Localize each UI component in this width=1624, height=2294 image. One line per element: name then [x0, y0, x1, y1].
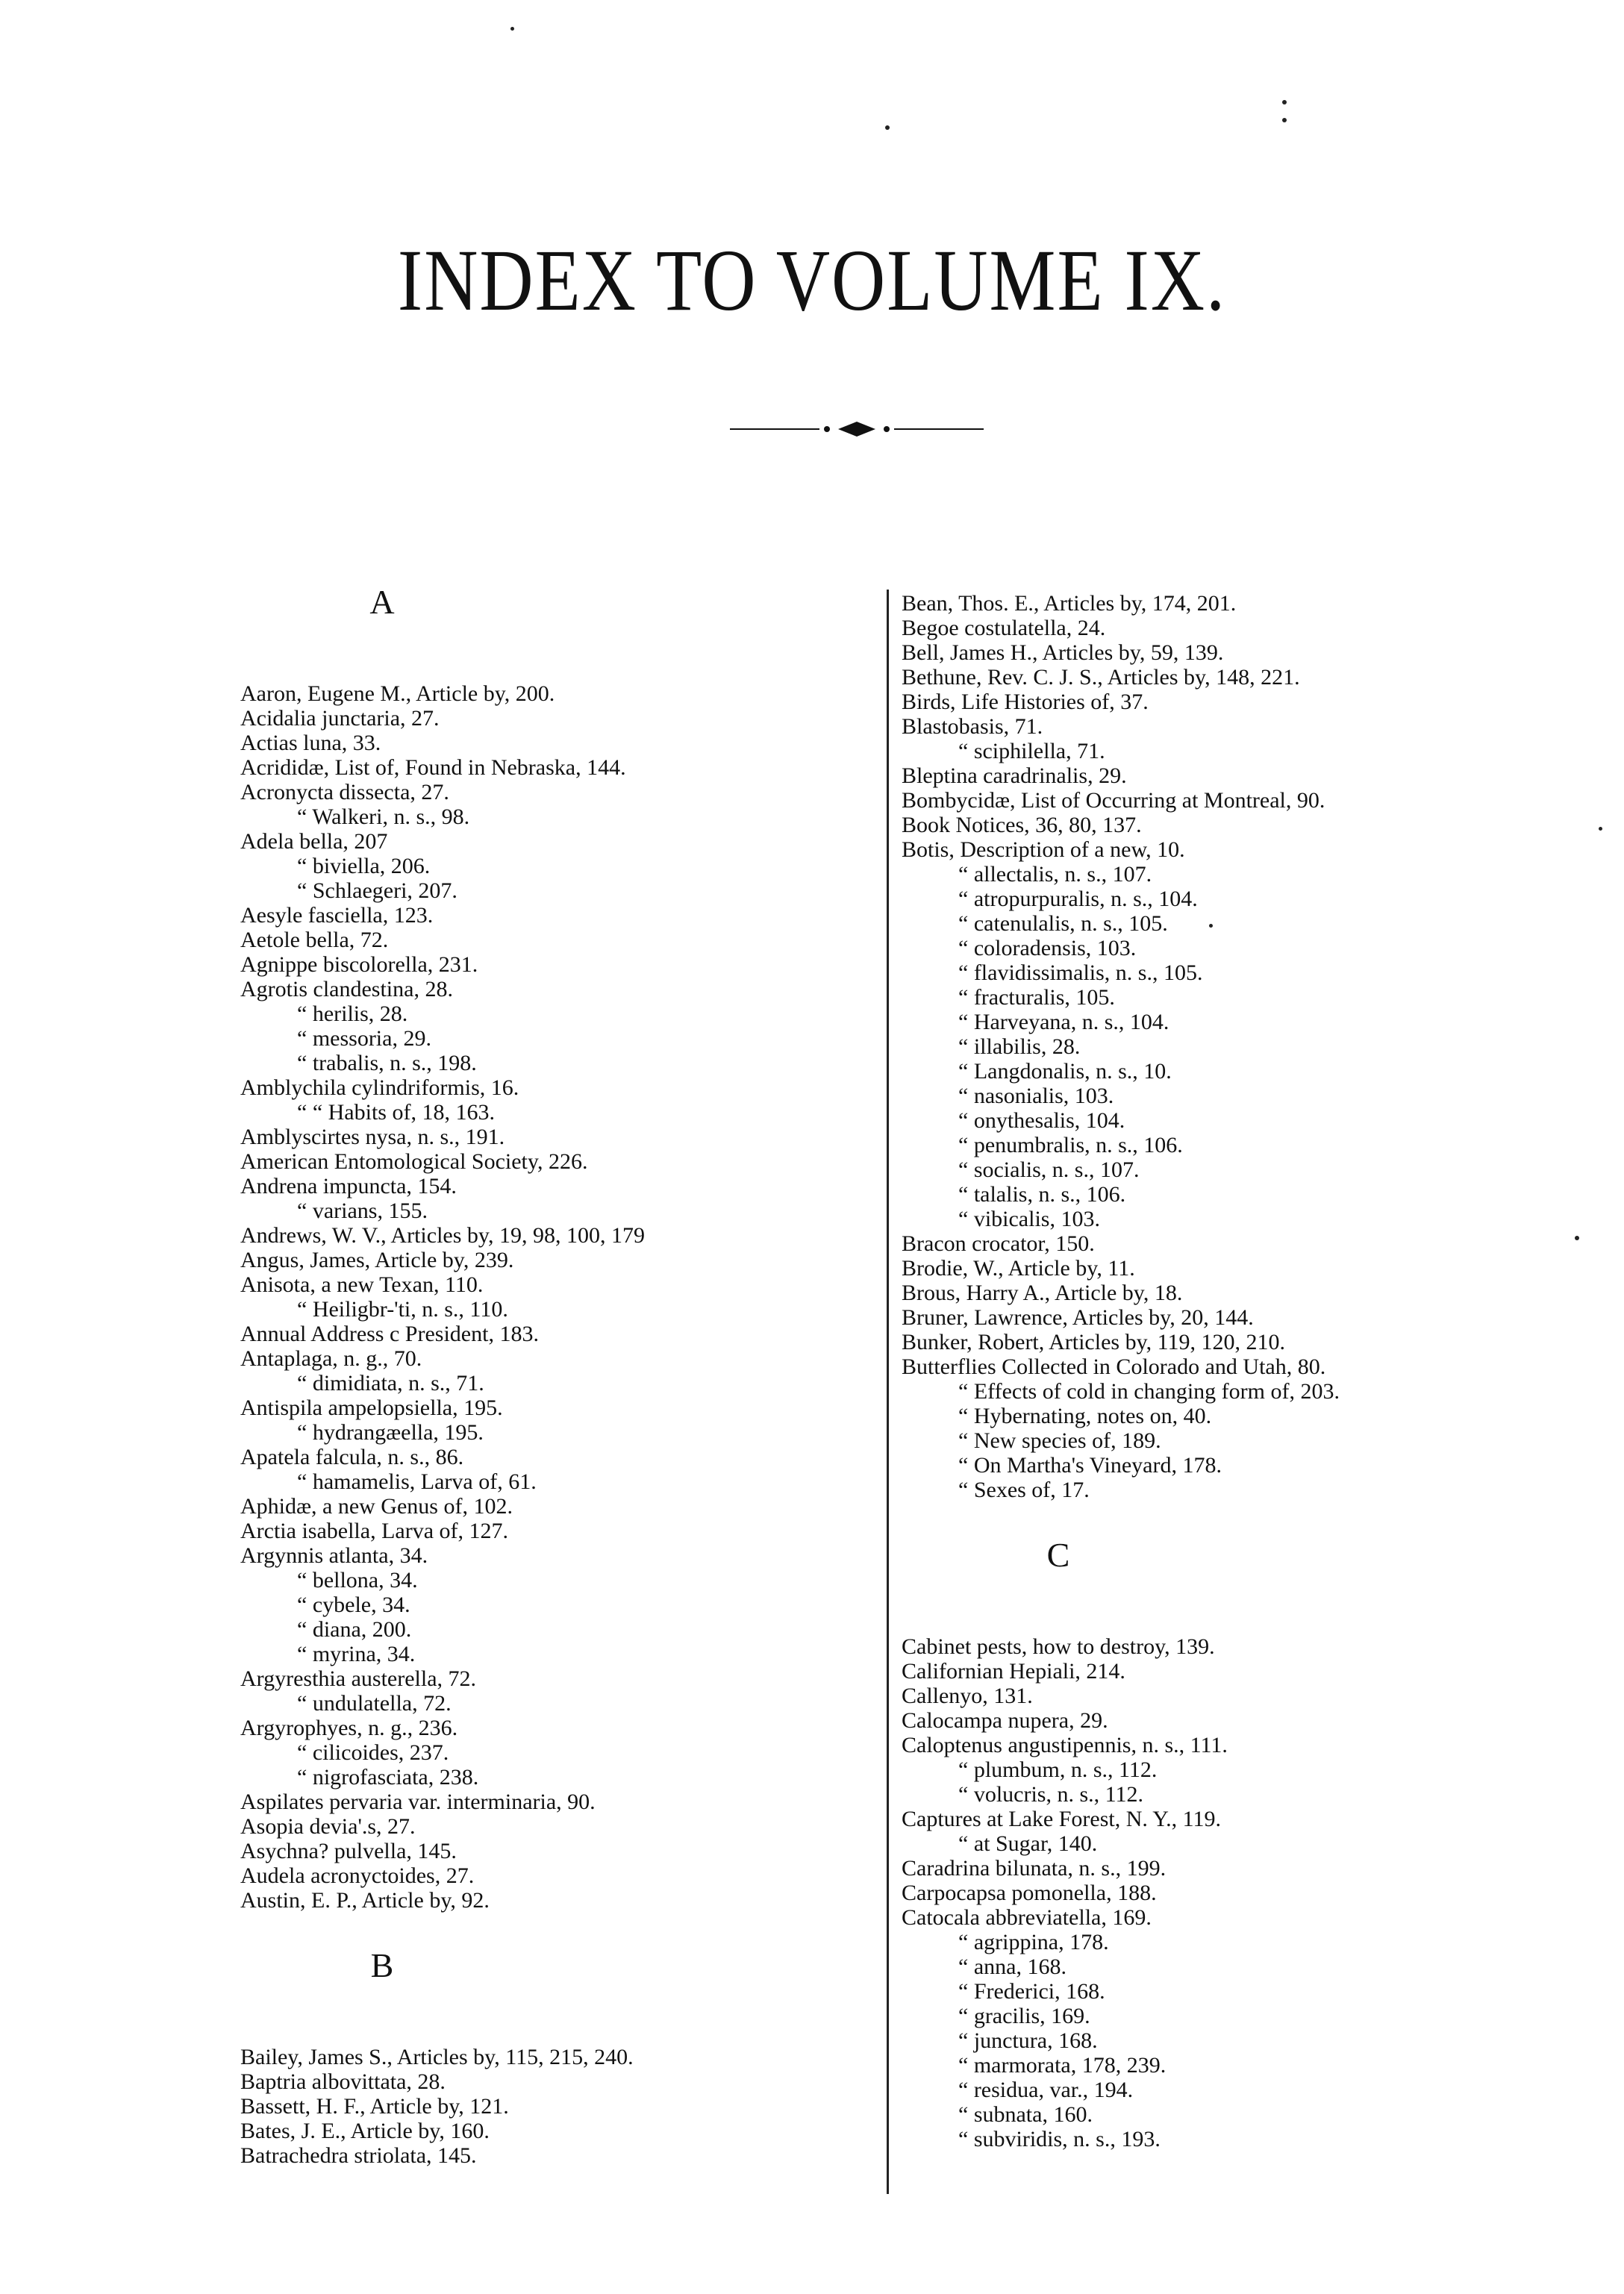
index-entry: “ myrina, 34.	[297, 1642, 416, 1666]
speck	[1599, 827, 1602, 831]
index-entry: “ sciphilella, 71.	[958, 739, 1105, 763]
left-column	[240, 582, 860, 2168]
index-entry: Botis, Description of a new, 10.	[902, 837, 1185, 862]
index-entry: Amblychila cylindriformis, 16.	[240, 1075, 519, 1100]
index-entry: Anisota, a new Texan, 110.	[240, 1272, 484, 1297]
index-entry: “ plumbum, n. s., 112.	[958, 1757, 1158, 1782]
index-entry: Brous, Harry A., Article by, 18.	[902, 1281, 1183, 1305]
index-entry: Catocala abbreviatella, 169.	[902, 1905, 1152, 1930]
index-entry: “ varians, 155.	[297, 1198, 428, 1223]
index-entry: “ Sexes of, 17.	[958, 1478, 1090, 1502]
index-entry: Cabinet pests, how to destroy, 139.	[902, 1634, 1215, 1659]
index-entry: Bunker, Robert, Articles by, 119, 120, 210.	[902, 1330, 1286, 1354]
index-entry: “ messoria, 29.	[297, 1026, 431, 1051]
index-entry: Californian Hepiali, 214.	[902, 1659, 1125, 1684]
column-divider	[887, 590, 889, 2194]
index-entry: “ anna, 168.	[958, 1954, 1066, 1979]
ornament-divider-icon	[730, 418, 984, 440]
index-entry: “ dimidiata, n. s., 71.	[297, 1371, 484, 1396]
index-entry: Apatela falcula, n. s., 86.	[240, 1445, 464, 1469]
index-entry: Annual Address c President, 183.	[240, 1322, 539, 1346]
index-entry: “ Langdonalis, n. s., 10.	[958, 1059, 1172, 1084]
index-entry: “ Walkeri, n. s., 98.	[297, 804, 470, 829]
index-entry: Asopia devia'.s, 27.	[240, 1814, 416, 1839]
speck	[885, 125, 890, 130]
index-entry: “ volucris, n. s., 112.	[958, 1782, 1144, 1807]
index-entry: Arctia isabella, Larva of, 127.	[240, 1519, 509, 1543]
speck	[1282, 118, 1287, 122]
index-entry: “ at Sugar, 140.	[958, 1831, 1098, 1856]
index-entry: Book Notices, 36, 80, 137.	[902, 813, 1142, 837]
index-entry: “ diana, 200.	[297, 1617, 412, 1642]
index-entry: “ cybele, 34.	[297, 1593, 410, 1617]
index-entry: Acronycta dissecta, 27.	[240, 780, 449, 804]
index-entry: “ socialis, n. s., 107.	[958, 1157, 1140, 1182]
index-entry: Acidalia junctaria, 27.	[240, 706, 440, 731]
index-entry: Antaplaga, n. g., 70.	[240, 1346, 422, 1371]
index-entry: “ fracturalis, 105.	[958, 985, 1115, 1010]
index-entry: “ nasonialis, 103.	[958, 1084, 1114, 1108]
index-entry: Bleptina caradrinalis, 29.	[902, 763, 1127, 788]
section-letter-c: C	[1046, 1536, 1070, 1574]
index-entry: Argynnis atlanta, 34.	[240, 1543, 428, 1568]
index-entry: Aetole bella, 72.	[240, 928, 389, 952]
index-entry: “ Harveyana, n. s., 104.	[958, 1010, 1169, 1034]
index-entry: Bell, James H., Articles by, 59, 139.	[902, 640, 1224, 665]
index-entry: “ bellona, 34.	[297, 1568, 418, 1593]
index-entry: “ Hybernating, notes on, 40.	[958, 1404, 1212, 1428]
index-entry: “ trabalis, n. s., 198.	[297, 1051, 477, 1075]
index-entry: “ onythesalis, 104.	[958, 1108, 1125, 1133]
index-entry: “ Frederici, 168.	[958, 1979, 1105, 2004]
index-entry: Acrididæ, List of, Found in Nebraska, 144.	[240, 755, 626, 780]
index-entry: “ subviridis, n. s., 193.	[958, 2127, 1161, 2151]
index-entry: “ talalis, n. s., 106.	[958, 1182, 1126, 1207]
index-entry: “ junctura, 168.	[958, 2028, 1098, 2053]
index-entry: “ flavidissimalis, n. s., 105.	[958, 960, 1203, 985]
index-entry: Bean, Thos. E., Articles by, 174, 201.	[902, 591, 1237, 616]
index-entry: Caloptenus angustipennis, n. s., 111.	[902, 1733, 1228, 1757]
index-entry: “ penumbralis, n. s., 106.	[958, 1133, 1183, 1157]
index-entry: Aaron, Eugene M., Article by, 200.	[240, 681, 555, 706]
index-entry: “ Schlaegeri, 207.	[297, 878, 457, 903]
section-letter-b: B	[370, 1946, 394, 1984]
index-entry: Andrena impuncta, 154.	[240, 1174, 457, 1198]
index-entry: “ residua, var., 194.	[958, 2078, 1134, 2102]
index-entry: Captures at Lake Forest, N. Y., 119.	[902, 1807, 1221, 1831]
index-entry: Bracon crocator, 150.	[902, 1231, 1095, 1256]
index-entry: Blastobasis, 71.	[902, 714, 1043, 739]
index-entry: Baptria albovittata, 28.	[240, 2069, 446, 2094]
index-entry: “ Heiligbr⁠-'ti, n. s., 110.	[297, 1297, 508, 1322]
index-entry: “ cilicoides, 237.	[297, 1740, 449, 1765]
index-entry: Aesyle fasciella, 123.	[240, 903, 434, 928]
section-letter-a: A	[369, 583, 395, 621]
index-entry: Agnippe biscolorella, 231.	[240, 952, 478, 977]
index-entry: Brodie, W., Article by, 11.	[902, 1256, 1135, 1281]
right-column	[902, 591, 1536, 2151]
index-entry: “ Effects of cold in changing form of, 203.	[958, 1379, 1340, 1404]
index-entry: “ atropurpuralis, n. s., 104.	[958, 887, 1198, 911]
entries-b-left	[240, 2045, 860, 2168]
index-entry: “ On Martha's Vineyard, 178.	[958, 1453, 1222, 1478]
speck	[1282, 100, 1287, 104]
index-entry: “ hydrangæella, 195.	[297, 1420, 484, 1445]
index-entry: Bassett, H. F., Article by, 121.	[240, 2094, 509, 2119]
index-entry: “ New species of, 189.	[958, 1428, 1161, 1453]
index-entry: Aspilates pervaria var. interminaria, 90.	[240, 1790, 596, 1814]
index-entry: “ “ Habits of, 18, 163.	[297, 1100, 495, 1125]
index-entry: “ gracilis, 169.	[958, 2004, 1090, 2028]
index-entry: Angus, James, Article by, 239.	[240, 1248, 514, 1272]
index-entry: Antispila ampelopsiella, 195.	[240, 1396, 503, 1420]
index-entry: Amblyscirtes nysa, n. s., 191.	[240, 1125, 505, 1149]
index-entry: “ marmorata, 178, 239.	[958, 2053, 1167, 2078]
index-entry: “ subnata, 160.	[958, 2102, 1093, 2127]
index-entry: Austin, E. P., Article by, 92.	[240, 1888, 490, 1913]
index-entry: Bruner, Lawrence, Articles by, 20, 144.	[902, 1305, 1254, 1330]
index-entry: Begoe costulatella, 24.	[902, 616, 1106, 640]
index-entry: Bethune, Rev. C. J. S., Articles by, 148, 221.	[902, 665, 1300, 690]
index-entry: Actias luna, 33.	[240, 731, 381, 755]
speck	[1209, 924, 1213, 928]
index-entry: “ allectalis, n. s., 107.	[958, 862, 1152, 887]
entries-c	[902, 1634, 1536, 2151]
index-entry: Agrotis clandestina, 28.	[240, 977, 453, 1001]
index-entry: Calocampa nupera, 29.	[902, 1708, 1108, 1733]
speck	[510, 27, 514, 31]
index-entry: Callenyo, 131.	[902, 1684, 1033, 1708]
index-entry: Batrachedra striolata, 145.	[240, 2143, 477, 2168]
index-entry: Birds, Life Histories of, 37.	[902, 690, 1149, 714]
index-entry: American Entomological Society, 226.	[240, 1149, 588, 1174]
index-entry: Bailey, James S., Articles by, 115, 215, 240.	[240, 2045, 634, 2069]
index-entry: Argyrophyes, n. g., 236.	[240, 1716, 458, 1740]
index-entry: Andrews, W. V., Articles by, 19, 98, 100, 179	[240, 1223, 645, 1248]
index-entry: “ hamamelis, Larva of, 61.	[297, 1469, 537, 1494]
index-entry: Butterflies Collected in Colorado and Utah, 80.	[902, 1354, 1326, 1379]
entries-a	[240, 681, 860, 1913]
index-entry: Asychna? pulvella, 145.	[240, 1839, 457, 1863]
index-entry: Argyresthia austerella, 72.	[240, 1666, 477, 1691]
index-entry: “ herilis, 28.	[297, 1001, 408, 1026]
index-entry: “ undulatella, 72.	[297, 1691, 452, 1716]
speck	[1575, 1236, 1579, 1240]
index-entry: “ agrippina, 178.	[958, 1930, 1109, 1954]
index-entry: Caradrina bilunata, n. s., 199.	[902, 1856, 1167, 1881]
index-entry: “ vibicalis, 103.	[958, 1207, 1100, 1231]
index-entry: Carpocapsa pomonella, 188.	[902, 1881, 1157, 1905]
index-entry: “ illabilis, 28.	[958, 1034, 1081, 1059]
entries-b-right	[902, 591, 1536, 1502]
page-title: INDEX TO VOLUME IX.	[397, 231, 1227, 329]
index-entry: “ biviella, 206.	[297, 854, 431, 878]
index-entry: “ coloradensis, 103.	[958, 936, 1137, 960]
index-entry: “ nigrofasciata, 238.	[297, 1765, 479, 1790]
index-entry: Aphidæ, a new Genus of, 102.	[240, 1494, 513, 1519]
index-entry: “ catenulalis, n. s., 105.	[958, 911, 1168, 936]
index-entry: Audela acronyctoides, 27.	[240, 1863, 475, 1888]
index-entry: Bates, J. E., Article by, 160.	[240, 2119, 490, 2143]
index-entry: Bombycidæ, List of Occurring at Montreal, 90.	[902, 788, 1325, 813]
index-entry: Adela bella, 207	[240, 829, 388, 854]
